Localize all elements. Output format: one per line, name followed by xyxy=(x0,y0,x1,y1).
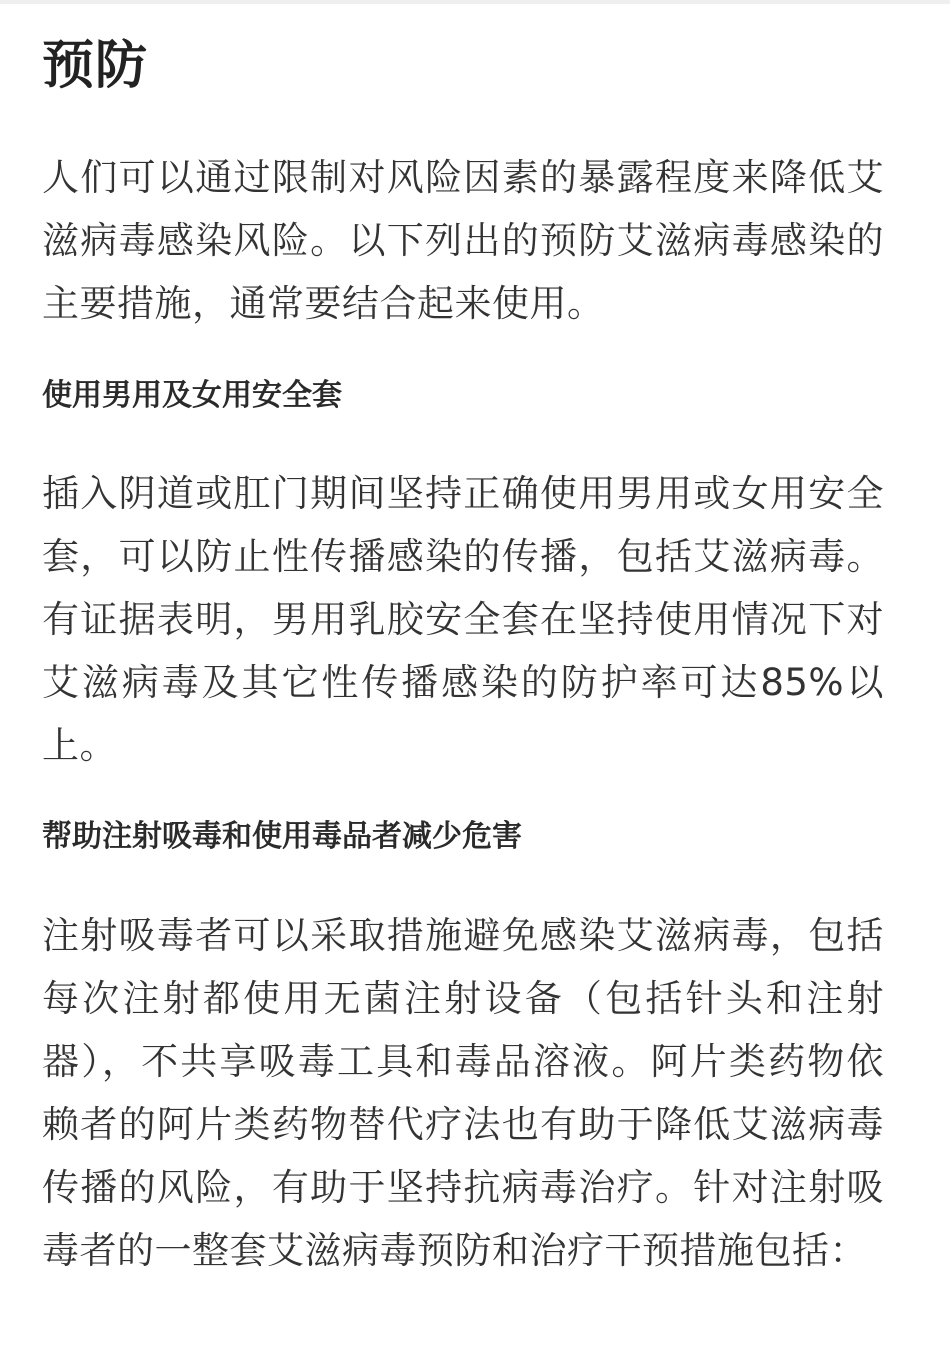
section-heading-harm-reduction: 帮助注射吸毒和使用毒品者减少危害 xyxy=(42,819,522,854)
page-title: 预防 xyxy=(42,36,149,96)
section-body-condoms: 插入阴道或肛门期间坚持正确使用男用或女用安全套，可以防止性传播感染的传播，包括艾滋病毒。有证据表明，男用乳胶安全套在坚持使用情况下对艾滋病毒及其它性传播感染的防护率可达85%以上。 xyxy=(42,472,884,767)
section-body-harm-reduction: 注射吸毒者可以采取措施避免感染艾滋病毒，包括每次注射都使用无菌注射设备（包括针头和注射器），不共享吸毒工具和毒品溶液。阿片类药物依赖者的阿片类药物替代疗法也有助于降低艾滋病毒传播的风险，有助于坚持抗病毒治疗。针对注射吸毒者的一整套艾滋病毒预防和治疗干预措施包括： xyxy=(42,914,884,1272)
top-divider xyxy=(0,0,950,4)
intro-paragraph: 人们可以通过限制对风险因素的暴露程度来降低艾滋病毒感染风险。以下列出的预防艾滋病毒感染的主要措施，通常要结合起来使用。 xyxy=(42,156,884,325)
section-heading-condoms: 使用男用及女用安全套 xyxy=(42,378,342,413)
